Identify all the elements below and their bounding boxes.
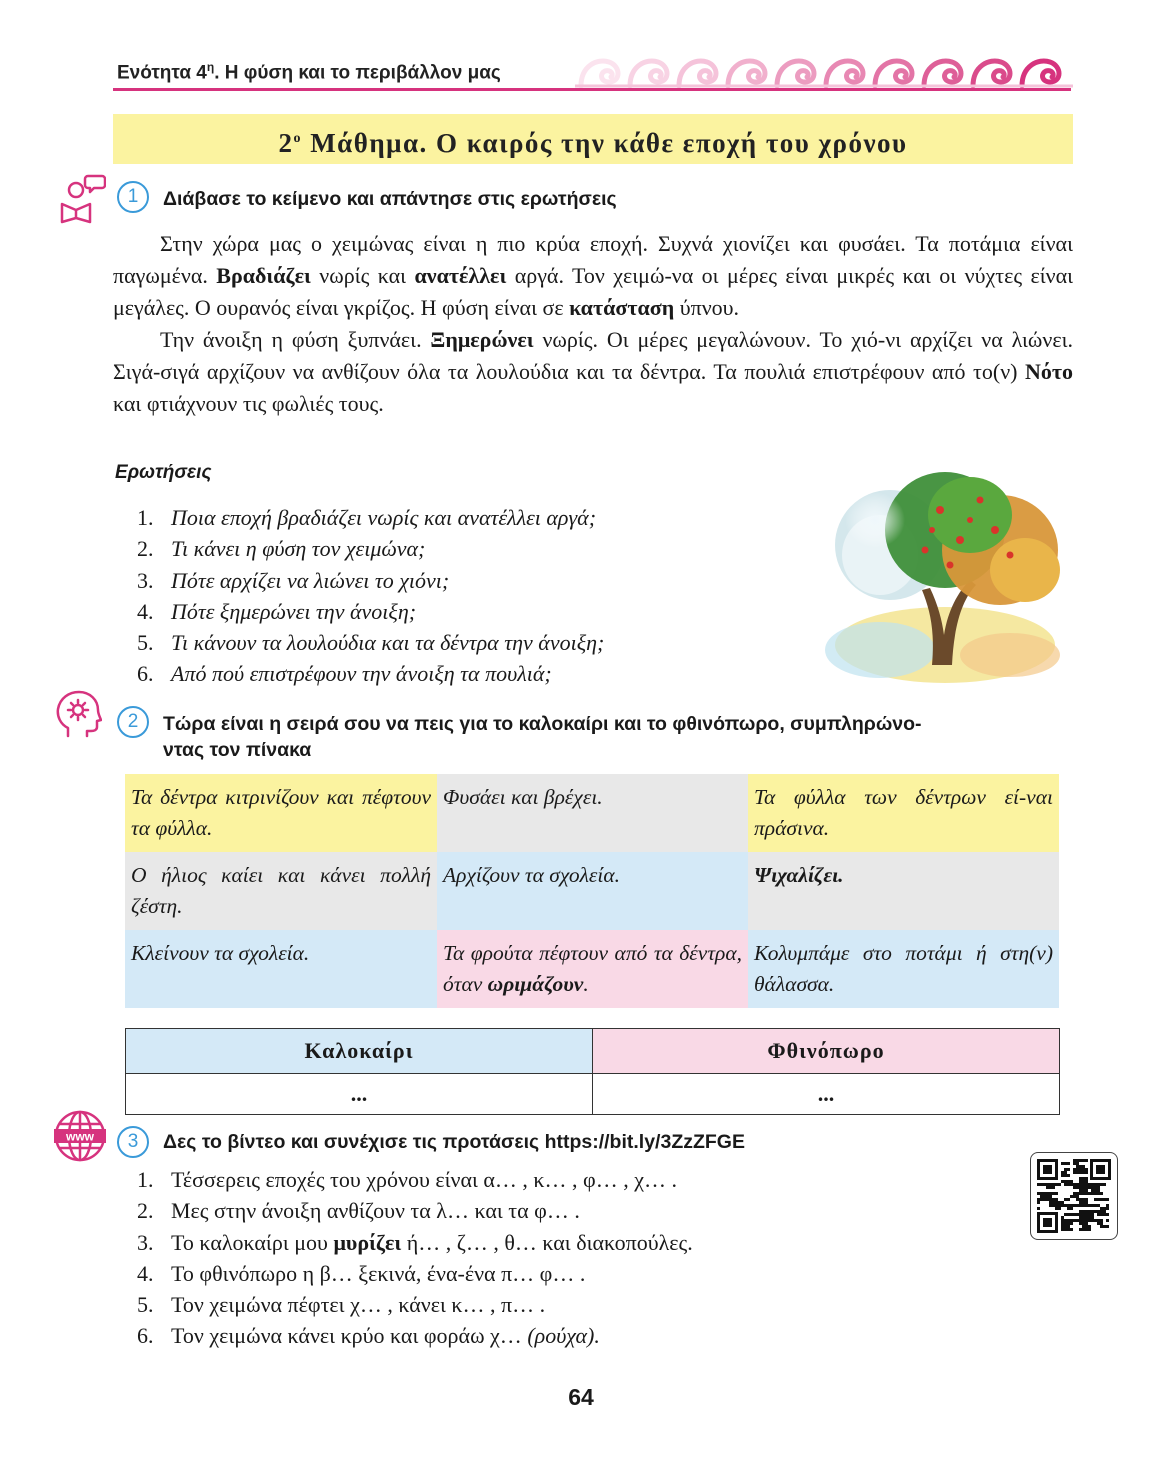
statement-card[interactable]: [748, 852, 1059, 930]
four-seasons-tree-image: [820, 460, 1070, 690]
statement-text: Κλείνουν τα σχολεία.: [131, 941, 310, 965]
statements-grid: [125, 774, 1059, 1008]
www-globe-icon: [53, 1109, 107, 1163]
qr-code-icon: [1030, 1152, 1118, 1240]
sentence-item: [137, 1258, 693, 1289]
sentence-item: [137, 1227, 693, 1258]
statement-text: .: [583, 972, 589, 996]
sentence-number: 4.: [137, 1260, 154, 1286]
paragraph-1: [113, 228, 1073, 324]
statement-card[interactable]: [748, 774, 1059, 852]
header-divider: [113, 88, 1071, 91]
bold-word: Βραδιάζει: [216, 263, 311, 288]
statement-text: Τα φρούτα πέφτουν από τα δέντρα, όταν: [443, 941, 742, 996]
bold-word: Ξημερώνει: [430, 327, 534, 352]
bold-word: μυρίζει: [333, 1229, 402, 1255]
reading-person-icon: [56, 172, 106, 226]
text-run: Τέσσερεις εποχές του χρόνου είναι α… , κ… , φ… , χ… .: [171, 1167, 677, 1192]
questions-list: [137, 502, 604, 690]
question-text: Πότε αρχίζει να λιώνει το χιόνι;: [171, 567, 450, 593]
grid-row: [125, 930, 1059, 1008]
statement-text: Τα δέντρα κιτρινίζουν και πέφτουν τα φύλλα.: [131, 785, 431, 840]
unit-title: Ενότητα $4^\eta$. Η φύση και το περιβάλλον μας: [117, 60, 501, 84]
sentence-item: [137, 1164, 693, 1195]
section-3-title: Δες το βίντεο και συνέχισε τις προτάσεις https://bit.ly/3ZzZFGE: [163, 1131, 745, 1153]
question-text: Από πού επιστρέφουν την άνοιξη τα πουλιά;: [171, 661, 552, 687]
question-number: 3.: [137, 567, 154, 593]
bold-word: Νότο: [1024, 359, 1073, 384]
sentence-number: 6.: [137, 1323, 154, 1349]
text-run: ή… , ζ… , θ… και διακοπούλες.: [401, 1229, 693, 1255]
svg-text:www: www: [65, 1129, 95, 1144]
statement-text: Ο ήλιος καίει και κάνει πολλή ζέστη.: [131, 863, 431, 918]
question-text: Τι κάνουν τα λουλούδια και τα δέντρα την άνοιξη;: [171, 630, 605, 656]
section-2-number: 2: [117, 706, 149, 738]
text-run: Το φθινόπωρο η β… ξεκινά, ένα-ένα π… φ… .: [171, 1260, 586, 1286]
question-item: [137, 502, 604, 533]
text-run: Τον χειμώνα πέφτει χ… , κάνει κ… , π… .: [171, 1292, 546, 1318]
statement-text: Τα φύλλα των δέντρων εί-ναι πράσινα.: [754, 785, 1053, 840]
question-text: Τι κάνει η φύση τον χειμώνα;: [171, 536, 426, 562]
head-gear-icon: [54, 690, 102, 740]
questions-heading: Ερωτήσεις: [115, 462, 212, 483]
question-number: 4.: [137, 598, 154, 624]
text-run: Το καλοκαίρι μου: [171, 1229, 334, 1255]
seasons-answer-table: [125, 1028, 1060, 1115]
sentence-item: [137, 1289, 693, 1320]
sentence-item: [137, 1320, 693, 1351]
autumn-header: Φθινόπωρο: [593, 1029, 1060, 1074]
lesson-title: $2^o$ Μάθημα. Ο καιρός την κάθε εποχή του χρόνου: [113, 114, 1073, 164]
text-run: νωρίς και: [310, 263, 415, 288]
section-3-number: 3: [117, 1126, 149, 1158]
text-run: Τον χειμώνα κάνει κρύο και φοράω χ…: [171, 1323, 528, 1349]
question-number: 1.: [137, 505, 154, 530]
question-number: 2.: [137, 536, 154, 562]
question-item: [137, 596, 604, 627]
statement-text: Αρχίζουν τα σχολεία.: [443, 863, 621, 887]
italic-hint: (ρούχα).: [527, 1323, 600, 1349]
autumn-answer-cell[interactable]: ...: [593, 1074, 1060, 1115]
question-number: 5.: [137, 630, 154, 656]
statement-card[interactable]: [437, 930, 748, 1008]
section-2-title: Τώρα είναι η σειρά σου να πεις για το καλοκαίρι και το φθινόπωρο, συμπληρώνο- ντας τον πίνακα: [163, 713, 922, 761]
sentence-number: 5.: [137, 1292, 154, 1318]
question-item: [137, 565, 604, 596]
question-number: 6.: [137, 661, 154, 687]
bold-word: ωριμάζουν: [487, 972, 584, 996]
sentence-number: 1.: [137, 1167, 154, 1192]
text-run: και φτιάχνουν τις φωλιές τους.: [113, 391, 384, 416]
question-item: [137, 533, 604, 564]
statement-card[interactable]: [437, 852, 748, 930]
statement-card[interactable]: [125, 852, 437, 930]
paragraph-2: [113, 324, 1073, 420]
question-text: Ποια εποχή βραδιάζει νωρίς και ανατέλλει αργά;: [171, 505, 597, 530]
grid-row: [125, 852, 1059, 930]
question-item: [137, 627, 604, 658]
sentence-number: 3.: [137, 1229, 154, 1255]
text-run: Μες στην άνοιξη ανθίζουν τα λ… και τα φ… .: [171, 1198, 580, 1224]
statement-card[interactable]: [125, 930, 437, 1008]
statement-card[interactable]: [125, 774, 437, 852]
wave-ornament-icon: [575, 52, 1073, 90]
statement-card[interactable]: [437, 774, 748, 852]
sentence-completion-list: [137, 1164, 693, 1352]
grid-row: [125, 774, 1059, 852]
statement-text: Φυσάει και βρέχει.: [443, 785, 603, 809]
summer-answer-cell[interactable]: ...: [126, 1074, 593, 1115]
reading-text: [113, 228, 1073, 420]
text-run: αργά. Τον χειμώ-να οι μέρες είναι μικρές και οι νύχτες είναι μεγάλες. Ο ουρανός είναι γκρίζος. Η φύση είναι σε: [113, 263, 1074, 320]
text-run: Την άνοιξη η φύση ξυπνάει.: [160, 327, 431, 352]
page-number: 64: [568, 1384, 594, 1410]
page-header: [113, 52, 1073, 94]
question-item: [137, 658, 604, 689]
sentence-item: [137, 1195, 693, 1226]
question-text: Πότε ξημερώνει την άνοιξη;: [171, 598, 417, 624]
bold-word: ανατέλλει: [414, 263, 507, 288]
sentence-number: 2.: [137, 1198, 154, 1224]
section-1-number: 1: [117, 181, 149, 213]
summer-header: Καλοκαίρι: [126, 1029, 593, 1074]
bold-word: κατάσταση: [569, 295, 675, 320]
text-run: Στην χώρα μας ο χειμώνας είναι η πιο κρύα εποχή. Συχνά χιονίζει και φυσάει. Τα ποτάμια είναι παγωμένα.: [113, 231, 1073, 288]
text-run: ύπνου.: [674, 295, 740, 320]
text-run: νωρίς. Οι μέρες μεγαλώνουν. Το χιό-νι αρχίζει να λιώνει. Σιγά-σιγά αρχίζουν να ανθίζουν όλα τα λουλούδια και τα δέντρα. Τα πουλιά επιστρέφουν από το(ν): [113, 327, 1073, 384]
section-1-title: Διάβασε το κείμενο και απάντησε στις ερωτήσεις: [163, 188, 617, 210]
statement-text: Κολυμπάμε στο ποτάμι ή στη(ν) θάλασσα.: [754, 941, 1053, 996]
bold-word: Ψιχαλίζει.: [754, 863, 844, 887]
statement-card[interactable]: [748, 930, 1059, 1008]
